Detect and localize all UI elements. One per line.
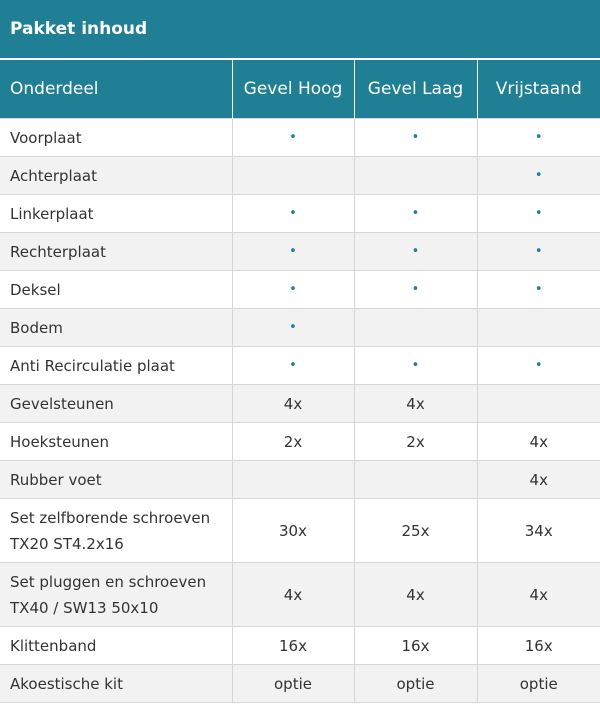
header-row bbox=[0, 60, 600, 119]
table-header bbox=[0, 60, 600, 119]
cell-gevel-laag: 4x bbox=[354, 563, 477, 627]
row-label bbox=[0, 499, 232, 563]
row-label-line: TX20 ST4.2x16 bbox=[10, 534, 124, 553]
cell-gevel-laag: • bbox=[354, 119, 477, 157]
table-row bbox=[0, 665, 600, 703]
cell-gevel-hoog: 4x bbox=[232, 563, 354, 627]
cell-gevel-hoog bbox=[232, 157, 354, 195]
row-label: Hoeksteunen bbox=[0, 423, 232, 461]
cell-gevel-laag: 25x bbox=[354, 499, 477, 563]
row-label: Rechterplaat bbox=[0, 233, 232, 271]
cell-gevel-hoog: • bbox=[232, 195, 354, 233]
cell-vrijstaand: 4x bbox=[477, 563, 600, 627]
table-row bbox=[0, 627, 600, 665]
cell-vrijstaand: • bbox=[477, 271, 600, 309]
cell-vrijstaand: 4x bbox=[477, 423, 600, 461]
cell-vrijstaand: • bbox=[477, 195, 600, 233]
cell-vrijstaand: • bbox=[477, 347, 600, 385]
table-body bbox=[0, 119, 600, 703]
row-label bbox=[0, 563, 232, 627]
row-label: Linkerplaat bbox=[0, 195, 232, 233]
row-label-line: Set zelfborende schroeven bbox=[10, 508, 211, 527]
package-contents-table bbox=[0, 60, 600, 703]
row-label: Rubber voet bbox=[0, 461, 232, 499]
cell-gevel-laag bbox=[354, 309, 477, 347]
table-row bbox=[0, 271, 600, 309]
table-row bbox=[0, 195, 600, 233]
table-row bbox=[0, 499, 600, 563]
cell-vrijstaand: • bbox=[477, 119, 600, 157]
row-label: Anti Recirculatie plaat bbox=[0, 347, 232, 385]
cell-gevel-laag bbox=[354, 157, 477, 195]
cell-gevel-hoog: • bbox=[232, 233, 354, 271]
cell-gevel-hoog: 2x bbox=[232, 423, 354, 461]
cell-gevel-laag: • bbox=[354, 347, 477, 385]
cell-vrijstaand: 16x bbox=[477, 627, 600, 665]
cell-gevel-hoog: optie bbox=[232, 665, 354, 703]
table-row bbox=[0, 423, 600, 461]
row-label: Voorplaat bbox=[0, 119, 232, 157]
column-header-part: Onderdeel bbox=[0, 60, 232, 119]
cell-gevel-laag bbox=[354, 461, 477, 499]
cell-gevel-hoog: • bbox=[232, 119, 354, 157]
column-header-gevel-hoog: Gevel Hoog bbox=[232, 60, 354, 119]
cell-gevel-hoog: 4x bbox=[232, 385, 354, 423]
row-label: Klittenband bbox=[0, 627, 232, 665]
column-header-gevel-laag: Gevel Laag bbox=[354, 60, 477, 119]
cell-gevel-hoog: 16x bbox=[232, 627, 354, 665]
table-row bbox=[0, 563, 600, 627]
cell-gevel-laag: • bbox=[354, 195, 477, 233]
cell-vrijstaand bbox=[477, 385, 600, 423]
table-row bbox=[0, 157, 600, 195]
row-label: Achterplaat bbox=[0, 157, 232, 195]
cell-gevel-hoog: 30x bbox=[232, 499, 354, 563]
table-row bbox=[0, 385, 600, 423]
cell-vrijstaand: • bbox=[477, 157, 600, 195]
row-label-line: Set pluggen en schroeven bbox=[10, 572, 207, 591]
cell-gevel-laag: 2x bbox=[354, 423, 477, 461]
cell-gevel-hoog: • bbox=[232, 309, 354, 347]
table-row bbox=[0, 347, 600, 385]
row-label: Deksel bbox=[0, 271, 232, 309]
table-row bbox=[0, 119, 600, 157]
table-title: Pakket inhoud bbox=[0, 0, 600, 60]
cell-gevel-laag: 16x bbox=[354, 627, 477, 665]
row-label: Bodem bbox=[0, 309, 232, 347]
column-header-vrijstaand: Vrijstaand bbox=[477, 60, 600, 119]
cell-vrijstaand: 34x bbox=[477, 499, 600, 563]
row-label-line: TX40 / SW13 50x10 bbox=[10, 598, 159, 617]
cell-gevel-laag: • bbox=[354, 233, 477, 271]
cell-gevel-hoog: • bbox=[232, 347, 354, 385]
row-label: Akoestische kit bbox=[0, 665, 232, 703]
row-label: Gevelsteunen bbox=[0, 385, 232, 423]
cell-vrijstaand: • bbox=[477, 233, 600, 271]
cell-gevel-hoog bbox=[232, 461, 354, 499]
table-row bbox=[0, 461, 600, 499]
cell-vrijstaand bbox=[477, 309, 600, 347]
cell-gevel-hoog: • bbox=[232, 271, 354, 309]
cell-vrijstaand: 4x bbox=[477, 461, 600, 499]
cell-gevel-laag: • bbox=[354, 271, 477, 309]
cell-gevel-laag: optie bbox=[354, 665, 477, 703]
table-row bbox=[0, 309, 600, 347]
cell-gevel-laag: 4x bbox=[354, 385, 477, 423]
table-row bbox=[0, 233, 600, 271]
cell-vrijstaand: optie bbox=[477, 665, 600, 703]
